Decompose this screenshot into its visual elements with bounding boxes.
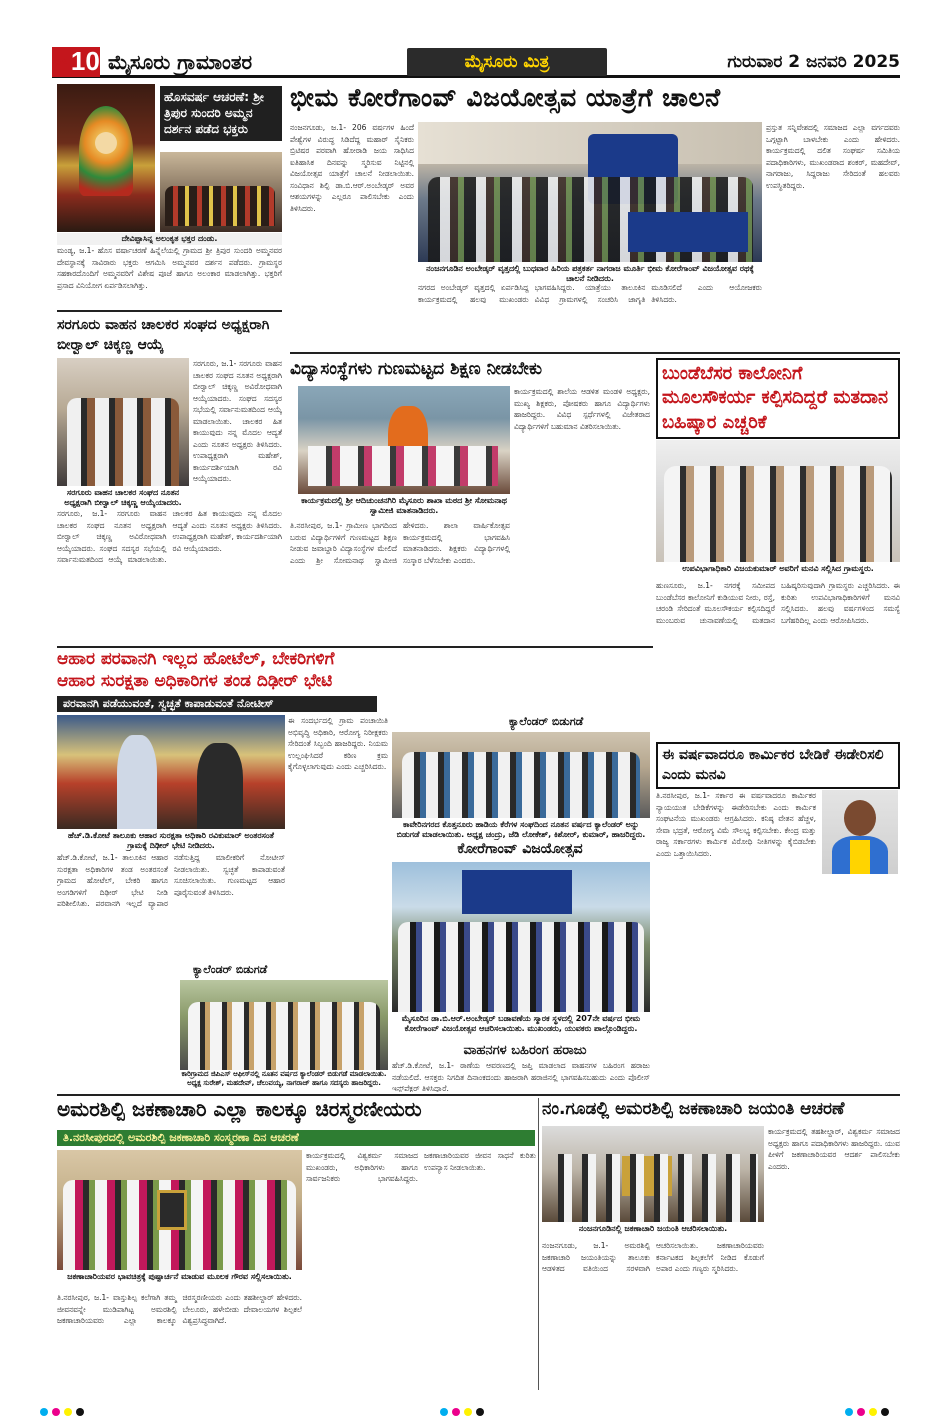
hotel-photo [57,715,285,829]
hotel-caption: ಹೆಚ್.ಡಿ.ಕೋಟೆ ತಾಲೂಕು ಆಹಾರ ಸುರಕ್ಷತಾ ಅಧಿಕಾರಿ ರವಿಕುಮಾರ್ ಅಂತರಸಂತೆ ಗ್ರಾಮಕ್ಕೆ ದಿಢೀರ್ ಭೇಟಿ ನೀಡಿದರು. [68,831,274,850]
amarashilpi1-body: ತಿ.ನರಸೀಪುರ, ಜ.1- ವಾಸ್ತುಶಿಲ್ಪ ಕಲೆಗಾಗಿ ತಮ್ಮ ಜೀವನವನ್ನೇ ಮುಡಿಪಾಗಿಟ್ಟ ಅಮರಶಿಲ್ಪಿ ಜಕಣಾಚಾರಿಯವರು ಎಲ್ಲಾ ಕಾಲಕ್ಕೂ ಚಿರಸ್ಮರಣೀಯರು ಎಂದು ತಹಶೀಲ್ದಾರ್ ಹೇಳಿದರು. ಬೇಲೂರು, ಹಳೇಬೀಡು ದೇವಾಲಯಗಳ ಶಿಲ್ಪಕಲೆ ವಿಶ್ವಪ್ರಸಿದ್ಧವಾಗಿದೆ. [57,1293,302,1325]
bhima-caption: ನಂಜನಗೂಡಿನ ಅಂಬೇಡ್ಕರ್ ವೃತ್ತದಲ್ಲಿ ಬುಧವಾರ ಹಿರಿಯ ಪತ್ರಕರ್ತ ನಾಗರಾಜ ಮೂರ್ತಿ ಭೀಮ ಕೋರೆಗಾಂವ್ ವಿಜಯೋತ್ಸವ ರಥಕ್ಕೆ ಚಾಲನೆ ನೀಡಿದರು. [426,264,754,283]
page-number-badge [52,47,100,77]
print-registration-marks-right [845,1408,889,1416]
amarashilpi2-caption: ನಂಜನಗೂಡಿನಲ್ಲಿ ಜಕಣಾಚಾರಿ ಜಯಂತಿ ಆಚರಿಸಲಾಯಿತು. [578,1224,728,1233]
amarashilpi1-body-right: ಕಾರ್ಯಕ್ರಮದಲ್ಲಿ ವಿಶ್ವಕರ್ಮ ಸಮಾಜದ ಮುಖಂಡರು, ಅಧಿಕಾರಿಗಳು ಹಾಗೂ ಸಾರ್ವಜನಿಕರು ಭಾಗವಹಿಸಿದ್ದರು. ಜಕಣಾಚಾರಿಯವರ ಜೀವನ ಸಾಧನೆ ಕುರಿತು ಉಪನ್ಯಾಸ ನೀಡಲಾಯಿತು. [306,1151,536,1183]
temple-caption: ದೇವಿಪ್ಪಾಸಿನ್ನ ಅಲಂಕೃತ ಭಕ್ತರ ದಂಡು. [57,233,282,245]
hotel-strip: ಪರವಾನಗಿ ಪಡೆಯುವಂತೆ, ಸ್ವಚ್ಛತೆ ಕಾಪಾಡುವಂತೆ ನೋಟೀಸ್ [57,696,377,712]
hotel-body: ಹೆಚ್.ಡಿ.ಕೋಟೆ, ಜ.1- ತಾಲೂಕಿನ ಆಹಾರ ಸುರಕ್ಷತಾ ಅಧಿಕಾರಿಗಳ ತಂಡ ಅಂತರಸಂತೆ ಗ್ರಾಮದ ಹೋಟೆಲ್, ಬೇಕರಿ ಹಾಗೂ ಅಂಗಡಿಗಳಿಗೆ ದಿಢೀರ್ ಭೇಟಿ ನೀಡಿ ಪರಿಶೀಲಿಸಿತು. ಪರವಾನಗಿ ಇಲ್ಲದೆ ವ್ಯಾಪಾರ ನಡೆಸುತ್ತಿದ್ದ ಮಾಲೀಕರಿಗೆ ನೋಟೀಸ್ ನೀಡಲಾಯಿತು. ಸ್ವಚ್ಛತೆ ಕಾಪಾಡುವಂತೆ ಸೂಚಿಸಲಾಯಿತು. ಗುಣಮಟ್ಟದ ಆಹಾರ ಪೂರೈಸುವಂತೆ ತಿಳಿಸಿದರು. [57,853,285,908]
bundebesara-headline: ಬುಂಡೆಬೆಸರ ಕಾಲೋನಿಗೆ ಮೂಲಸೌಕರ್ಯ ಕಲ್ಪಿಸದಿದ್ದರೆ ಮತದಾನ ಬಹಿಷ್ಕಾರ ಎಚ್ಚರಿಕೆ [656,358,900,439]
divider [57,310,282,312]
workers-headline: ಈ ವರ್ಷವಾದರೂ ಕಾರ್ಮಿಕರ ಬೇಡಿಕೆ ಈಡೇರಿಸಲಿ ಎಂದು ಮನವಿ [656,742,900,789]
print-registration-marks-left [40,1408,84,1416]
masthead [52,48,900,78]
divider [57,1094,900,1096]
calendar1-headline: ಕ್ಯಾಲೆಂಡರ್ ಬಿಡುಗಡೆ [508,715,584,728]
divider [57,646,653,648]
calendar1-caption: ಕಾವೇರಿನಗರದ ಕೊತ್ತನೂರು ಹಾಡಿಯ ಕೆರೆಗಳ ಸಂಘದಿಂದ ನೂತನ ವರ್ಷದ ಕ್ಯಾಲೆಂಡರ್ ಅನ್ನು ಬಿಡುಗಡೆ ಮಾಡಲಾಯಿತು. ಅಧ್ಯಕ್ಷ ಚಂದ್ರು, ಜೆಡಿ ಲೋಕೇಶ್, ಕಿಶೋರ್, ಕುಮಾರ್, ಹಾಜರಿದ್ದರು. [396,820,646,839]
divider [290,352,900,354]
workers-body: ತಿ.ನರಸೀಪುರ, ಜ.1- ಸರ್ಕಾರ ಈ ವರ್ಷವಾದರೂ ಕಾರ್ಮಿಕರ ನ್ಯಾಯಯುತ ಬೇಡಿಕೆಗಳನ್ನು ಈಡೇರಿಸಬೇಕು ಎಂದು ಕಾರ್ಮಿಕ ಸಂಘಟನೆಯ ಮುಖಂಡರು ಆಗ್ರಹಿಸಿದರು. ಕನಿಷ್ಠ ವೇತನ ಹೆಚ್ಚಳ, ಸೇವಾ ಭದ್ರತೆ, ಆರೋಗ್ಯ ವಿಮೆ ಸೌಲಭ್ಯ ಕಲ್ಪಿಸಬೇಕು. ಕೇಂದ್ರ ಮತ್ತು ರಾಜ್ಯ ಸರ್ಕಾರಗಳು ಕಾರ್ಮಿಕ ವಿರೋಧಿ ನೀತಿಗಳನ್ನು ಕೈಬಿಡಬೇಕು ಎಂದು ಒತ್ತಾಯಿಸಿದರು. [656,791,816,858]
amarashilpi2-body-right: ಕಾರ್ಯಕ್ರಮದಲ್ಲಿ ತಹಶೀಲ್ದಾರ್, ವಿಶ್ವಕರ್ಮ ಸಮಾಜದ ಅಧ್ಯಕ್ಷರು ಹಾಗೂ ಪದಾಧಿಕಾರಿಗಳು ಹಾಜರಿದ್ದರು. ಯುವ ಪೀಳಿಗೆ ಜಕಣಾಚಾರಿಯವರ ಆದರ್ಶ ಪಾಲಿಸಬೇಕು ಎಂದರು. [768,1127,900,1171]
education-body: ತಿ.ನರಸೀಪುರ, ಜ.1- ಗ್ರಾಮೀಣ ಭಾಗದಿಂದ ಬರುವ ವಿದ್ಯಾರ್ಥಿಗಳಿಗೆ ಗುಣಮಟ್ಟದ ಶಿಕ್ಷಣ ನೀಡುವ ಜವಾಬ್ದಾರಿ ವಿದ್ಯಾಸಂಸ್ಥೆಗಳ ಮೇಲಿದೆ ಎಂದು ಶ್ರೀ ಸೋಮನಾಥ ಸ್ವಾಮೀಜಿ ಹೇಳಿದರು. ಶಾಲಾ ವಾರ್ಷಿಕೋತ್ಸವ ಕಾರ್ಯಕ್ರಮದಲ್ಲಿ ಭಾಗವಹಿಸಿ ಮಾತನಾಡಿದರು. ಶಿಕ್ಷಕರು ವಿದ್ಯಾರ್ಥಿಗಳಲ್ಲಿ ಸಂಸ್ಕಾರ ಬೆಳೆಸಬೇಕು ಎಂದರು. [290,521,510,565]
calendar2-photo [180,980,388,1070]
calendar1-photo [392,732,650,818]
education-body-right: ಕಾರ್ಯಕ್ರಮದಲ್ಲಿ ಶಾಲೆಯ ಆಡಳಿತ ಮಂಡಳಿ ಅಧ್ಯಕ್ಷರು, ಮುಖ್ಯ ಶಿಕ್ಷಕರು, ಪೋಷಕರು ಹಾಗೂ ವಿದ್ಯಾರ್ಥಿಗಳು ಹಾಜರಿದ್ದರು. ವಿವಿಧ ಸ್ಪರ್ಧೆಗಳಲ್ಲಿ ವಿಜೇತರಾದ ವಿದ್ಯಾರ್ಥಿಗಳಿಗೆ ಬಹುಮಾನ ವಿತರಿಸಲಾಯಿತು. [514,387,650,431]
amarashilpi2-photo [542,1126,764,1222]
hotel-headline-2: ಆಹಾರ ಸುರಕ್ಷತಾ ಅಧಿಕಾರಿಗಳ ತಂಡ ದಿಢೀರ್ ಭೇಟಿ [57,671,333,691]
bundebesara-caption: ಉಪವಿಭಾಗಾಧಿಕಾರಿ ವಿಜಯಕುಮಾರ್ ಅವರಿಗೆ ಮನವಿ ಸಲ್ಲಿಸಿದ ಗ್ರಾಮಸ್ಥರು. [682,564,874,573]
amarashilpi1-headline: ಅಮರಶಿಲ್ಪಿ ಜಕಣಾಚಾರಿ ಎಲ್ಲಾ ಕಾಲಕ್ಕೂ ಚಿರಸ್ಮರಣೀಯರು [57,1097,422,1121]
workers-portrait [822,790,898,874]
bhima-body-left: ನಂಜನಗೂಡು, ಜ.1- 206 ವರ್ಷಗಳ ಹಿಂದೆ ಪೇಶ್ವೆಗಳ ವಿರುದ್ಧ ಸಿಡಿದೆದ್ದ ಮಹಾರ್ ಸೈನಿಕರು ಬ್ರಿಟಿಷರ ಪರವಾಗಿ ಹೋರಾಡಿ ಜಯ ಸಾಧಿಸಿದ ಐತಿಹಾಸಿಕ ದಿನವನ್ನು ಸ್ಮರಿಸುವ ನಿಟ್ಟಿನಲ್ಲಿ ವಿಜಯೋತ್ಸವ ಯಾತ್ರೆಗೆ ಚಾಲನೆ ನೀಡಲಾಯಿತು. ಸಂವಿಧಾನ ಶಿಲ್ಪಿ ಡಾ.ಬಿ.ಆರ್.ಅಂಬೇಡ್ಕರ್ ಅವರ ಆಶಯಗಳನ್ನು ಎಲ್ಲರೂ ಪಾಲಿಸಬೇಕು ಎಂದು ತಿಳಿಸಿದರು. [290,123,414,213]
education-photo [298,386,510,494]
temple-headline: ಹೊಸವರ್ಷ ಆಚರಣೆ: ಶ್ರೀ ತ್ರಿಪುರ ಸುಂದರಿ ಅಮ್ಮನ ದರ್ಶನ ಪಡೆದ ಭಕ್ತರು [160,86,282,141]
calendar2-caption: ಕಾರಿಗ್ರಾಮದ ಜಿಪಿಎಸ್ ಆಫೀಸ್‌ನಲ್ಲಿ ನೂತನ ವರ್ಷದ ಕ್ಯಾಲೆಂಡರ್ ಬಿಡುಗಡೆ ಮಾಡಲಾಯಿತು. ಅಧ್ಯಕ್ಷ ಸುರೇಶ್, ಮಹದೇವ್, ಚೆಲುವಯ್ಯ, ನಾಗರಾಜ್ ಹಾಗೂ ಸದಸ್ಯರು ಹಾಜರಿದ್ದರು. [181,1070,387,1087]
bundebesara-body: ಹುಣಸೂರು, ಜ.1- ನಗರಕ್ಕೆ ಸಮೀಪದ ಬುಂಡೆಬೆಸರ ಕಾಲೋನಿಗೆ ಕುಡಿಯುವ ನೀರು, ರಸ್ತೆ, ಚರಂಡಿ ಸೇರಿದಂತೆ ಮೂಲಸೌಕರ್ಯ ಕಲ್ಪಿಸದಿದ್ದರೆ ಮುಂಬರುವ ಚುನಾವಣೆಯಲ್ಲಿ ಮತದಾನ ಬಹಿಷ್ಕರಿಸುವುದಾಗಿ ಗ್ರಾಮಸ್ಥರು ಎಚ್ಚರಿಸಿದರು. ಈ ಕುರಿತು ಉಪವಿಭಾಗಾಧಿಕಾರಿಗಳಿಗೆ ಮನವಿ ಸಲ್ಲಿಸಿದರು. ಹಲವು ವರ್ಷಗಳಿಂದ ಸಮಸ್ಯೆ ಬಗೆಹರಿದಿಲ್ಲ ಎಂದು ಆರೋಪಿಸಿದರು. [656,581,900,625]
dateline: ಗುರುವಾರ 2 ಜನವರಿ 2025 [727,52,900,72]
hotel-headline-1: ಆಹಾರ ಪರವಾನಗಿ ಇಲ್ಲದ ಹೋಟೆಲ್, ಬೇಕರಿಗಳಿಗೆ [57,649,335,669]
bhima-body-mid: ನಗರದ ಅಂಬೇಡ್ಕರ್ ವೃತ್ತದಲ್ಲಿ ಏರ್ಪಡಿಸಿದ್ದ ಕಾರ್ಯಕ್ರಮದಲ್ಲಿ ಹಲವು ಮುಖಂಡರು ಭಾಗವಹಿಸಿದ್ದರು. ಯಾತ್ರೆಯು ತಾಲೂಕಿನ ವಿವಿಧ ಗ್ರಾಮಗಳಲ್ಲಿ ಸಂಚರಿಸಿ ಜಾಗೃತಿ ಮೂಡಿಸಲಿದೆ ಎಂದು ಆಯೋಜಕರು ತಿಳಿಸಿದರು. [418,283,762,304]
saraguru-caption: ಸರಗೂರು ವಾಹನ ಚಾಲಕರ ಸಂಘದ ನೂತನ ಅಧ್ಯಕ್ಷರಾಗಿ ಬೀರ್‍ವಾಲ್ ಚಿಕ್ಕಣ್ಣ ಆಯ್ಕೆಯಾದರು. [64,488,182,507]
vehicle-body: ಹೆಚ್.ಡಿ.ಕೋಟೆ, ಜ.1- ಠಾಣೆಯ ಆವರಣದಲ್ಲಿ ಜಪ್ತಿ ಮಾಡಲಾದ ವಾಹನಗಳ ಬಹಿರಂಗ ಹರಾಜು ನಡೆಯಲಿದೆ. ಆಸಕ್ತರು ನಿಗದಿತ ದಿನಾಂಕದಂದು ಹಾಜರಾಗಿ ಹರಾಜಿನಲ್ಲಿ ಭಾಗವಹಿಸಬಹುದು ಎಂದು ಪೊಲೀಸ್ ಇನ್ಸ್‌ಪೆಕ್ಟರ್ ತಿಳಿಸಿದ್ದಾರೆ. [392,1061,650,1092]
saraguru-body: ಸರಗೂರು, ಜ.1- ಸರಗೂರು ವಾಹನ ಚಾಲಕರ ಸಂಘದ ನೂತನ ಅಧ್ಯಕ್ಷರಾಗಿ ಬೀರ್‍ವಾಲ್ ಚಿಕ್ಕಣ್ಣ ಅವಿರೋಧವಾಗಿ ಆಯ್ಕೆಯಾದರು. ಸಂಘದ ಸದಸ್ಯರ ಸಭೆಯಲ್ಲಿ ಸರ್ವಾನುಮತದಿಂದ ಆಯ್ಕೆ ಮಾಡಲಾಯಿತು. ಚಾಲಕರ ಹಿತ ಕಾಯುವುದು ನನ್ನ ಮೊದಲ ಆದ್ಯತೆ ಎಂದು ನೂತನ ಅಧ್ಯಕ್ಷರು ತಿಳಿಸಿದರು. ಉಪಾಧ್ಯಕ್ಷರಾಗಿ ಮಹೇಶ್, ಕಾರ್ಯದರ್ಶಿಯಾಗಿ ರವಿ ಆಯ್ಕೆಯಾದರು. [57,509,282,564]
amarashilpi1-caption: ಜಕಣಾಚಾರಿಯವರ ಭಾವಚಿತ್ರಕ್ಕೆ ಪುಷ್ಪಾರ್ಚನೆ ಮಾಡುವ ಮೂಲಕ ಗೌರವ ಸಲ್ಲಿಸಲಾಯಿತು. [67,1272,292,1281]
koregaon-headline: ಕೋರೆಗಾಂವ್ ವಿಜಯೋತ್ಸವ [457,841,583,857]
amarashilpi1-strip: ತಿ.ನರಸೀಪುರದಲ್ಲಿ ಅಮರಶಿಲ್ಪಿ ಜಕಣಾಚಾರಿ ಸಂಸ್ಮರಣಾ ದಿನ ಆಚರಣೆ [57,1130,535,1146]
amarashilpi2-body: ನಂಜನಗೂಡು, ಜ.1- ಅಮರಶಿಲ್ಪಿ ಜಕಣಾಚಾರಿ ಜಯಂತಿಯನ್ನು ತಾಲೂಕು ಆಡಳಿತದ ವತಿಯಿಂದ ಸರಳವಾಗಿ ಆಚರಿಸಲಾಯಿತು. ಜಕಣಾಚಾರಿಯವರು ಕರ್ನಾಟಕದ ಶಿಲ್ಪಕಲೆಗೆ ನೀಡಿದ ಕೊಡುಗೆ ಅಪಾರ ಎಂದು ಗಣ್ಯರು ಸ್ಮರಿಸಿದರು. [542,1241,764,1273]
vehicle-headline: ವಾಹನಗಳ ಬಹಿರಂಗ ಹರಾಜು [463,1043,587,1058]
education-caption: ಕಾರ್ಯಕ್ರಮದಲ್ಲಿ ಶ್ರೀ ಆದಿಚುಂಚನಗಿರಿ ಮೈಸೂರು ಶಾಖಾ ಮಠದ ಶ್ರೀ ಸೋಮನಾಥ ಸ್ವಾಮೀಜಿ ಮಾತನಾಡಿದರು. [301,496,507,515]
page-word: ಪುಟ [52,56,67,67]
amarashilpi1-photo [57,1150,302,1270]
hotel-body-right: ಈ ಸಂದರ್ಭದಲ್ಲಿ ಗ್ರಾಮ ಪಂಚಾಯಿತಿ ಅಭಿವೃದ್ಧಿ ಅಧಿಕಾರಿ, ಆರೋಗ್ಯ ನಿರೀಕ್ಷಕರು ಸೇರಿದಂತೆ ಸಿಬ್ಬಂದಿ ಹಾಜರಿದ್ದರು. ನಿಯಮ ಉಲ್ಲಂಘಿಸಿದರೆ ಕಠಿಣ ಕ್ರಮ ಕೈಗೊಳ್ಳಲಾಗುವುದು ಎಂದು ಎಚ್ಚರಿಸಿದರು. [288,716,388,771]
page-number: 10 [70,46,100,76]
section-name: ಮೈಸೂರು ಗ್ರಾಮಾಂತರ [108,49,253,74]
temple-crowd-photo [160,152,282,232]
koregaon-caption: ಮೈಸೂರಿನ ಡಾ.ಬಿ.ಆರ್.ಅಂಬೇಡ್ಕರ್ ಬಡಾವಣೆಯ ಸ್ಮಾರಕ ಸ್ಥಳದಲ್ಲಿ 207ನೇ ವರ್ಷದ ಭೀಮ ಕೋರೆಗಾಂವ್ ವಿಜಯೋತ್ಸವ ಆಚರಿಸಲಾಯಿತು. ಮುಖಂಡರು, ಯುವಕರು ಪಾಲ್ಗೊಂಡಿದ್ದರು. [401,1014,641,1033]
saraguru-side-body: ಸರಗೂರು, ಜ.1- ಸರಗೂರು ವಾಹನ ಚಾಲಕರ ಸಂಘದ ನೂತನ ಅಧ್ಯಕ್ಷರಾಗಿ ಬೀರ್‍ವಾಲ್ ಚಿಕ್ಕಣ್ಣ ಅವಿರೋಧವಾಗಿ ಆಯ್ಕೆಯಾದರು. ಸಂಘದ ಸದಸ್ಯರ ಸಭೆಯಲ್ಲಿ ಸರ್ವಾನುಮತದಿಂದ ಆಯ್ಕೆ ಮಾಡಲಾಯಿತು. ಚಾಲಕರ ಹಿತ ಕಾಯುವುದು ನನ್ನ ಮೊದಲ ಆದ್ಯತೆ ಎಂದು ನೂತನ ಅಧ್ಯಕ್ಷರು ತಿಳಿಸಿದರು. ಉಪಾಧ್ಯಕ್ಷರಾಗಿ ಮಹೇಶ್, ಕಾರ್ಯದರ್ಶಿಯಾಗಿ ರವಿ ಆಯ್ಕೆಯಾದರು. [193,359,282,483]
koregaon-photo [392,862,650,1012]
temple-photo [57,84,155,232]
saraguru-headline: ಸರಗೂರು ವಾಹನ ಚಾಲಕರ ಸಂಘದ ಅಧ್ಯಕ್ಷರಾಗಿ ಬೀರ್‍ವಾಲ್ ಚಿಕ್ಕಣ್ಣ ಆಯ್ಕೆ [57,317,270,353]
bhima-body-right: ಪ್ರಸ್ತುತ ಸನ್ನಿವೇಶದಲ್ಲಿ ಸಮಾಜದ ಎಲ್ಲಾ ವರ್ಗದವರು ಒಗ್ಗಟ್ಟಾಗಿ ಬಾಳಬೇಕು ಎಂದು ಹೇಳಿದರು. ಕಾರ್ಯಕ್ರಮದಲ್ಲಿ ದಲಿತ ಸಂಘರ್ಷ ಸಮಿತಿಯ ಪದಾಧಿಕಾರಿಗಳು, ಮುಖಂಡರಾದ ಶಂಕರ್, ಮಹದೇವ್, ನಾಗರಾಜು, ಸಿದ್ದರಾಜು ಸೇರಿದಂತೆ ಹಲವರು ಉಪಸ್ಥಿತರಿದ್ದರು. [766,123,900,190]
print-registration-marks-center [440,1408,484,1416]
calendar2-headline: ಕ್ಯಾಲೆಂಡರ್ ಬಿಡುಗಡೆ [192,963,268,976]
divider [538,1098,539,1390]
saraguru-photo [57,358,189,486]
bhima-photo [418,122,762,262]
bhima-headline: ಭೀಮ ಕೋರೆಗಾಂವ್ ವಿಜಯೋತ್ಸವ ಯಾತ್ರೆಗೆ ಚಾಲನೆ [290,83,721,112]
amarashilpi2-headline: ನಂ.ಗೂಡಲ್ಲಿ ಅಮರಶಿಲ್ಪಿ ಜಕಣಾಚಾರಿ ಜಯಂತಿ ಆಚರಣೆ [542,1099,845,1119]
bundebesara-photo [656,440,900,562]
temple-body: ಮಂಡ್ಯ, ಜ.1- ಹೊಸ ವರ್ಷಾಚರಣೆ ಹಿನ್ನೆಲೆಯಲ್ಲಿ ಗ್ರಾಮದ ಶ್ರೀ ತ್ರಿಪುರ ಸುಂದರಿ ಅಮ್ಮನವರ ದೇವಸ್ಥಾನಕ್ಕೆ ಸಾವಿರಾರು ಭಕ್ತರು ಆಗಮಿಸಿ ಅಮ್ಮನವರ ದರ್ಶನ ಪಡೆದರು. ಗ್ರಾಮಸ್ಥರ ಸಹಕಾರದೊಂದಿಗೆ ಅಮ್ಮನವರಿಗೆ ವಿಶೇಷ ಪೂಜೆ ಹಾಗೂ ಅಲಂಕಾರ ಮಾಡಲಾಗಿತ್ತು. ಭಕ್ತರಿಗೆ ಪ್ರಸಾದ ವಿನಿಯೋಗ ಏರ್ಪಡಿಸಲಾಗಿತ್ತು. [57,246,282,290]
education-headline: ವಿದ್ಯಾಸಂಸ್ಥೆಗಳು ಗುಣಮಟ್ಟದ ಶಿಕ್ಷಣ ನೀಡಬೇಕು [290,359,542,379]
newspaper-brand: ಮೈಸೂರು ಮಿತ್ರ [407,48,607,76]
